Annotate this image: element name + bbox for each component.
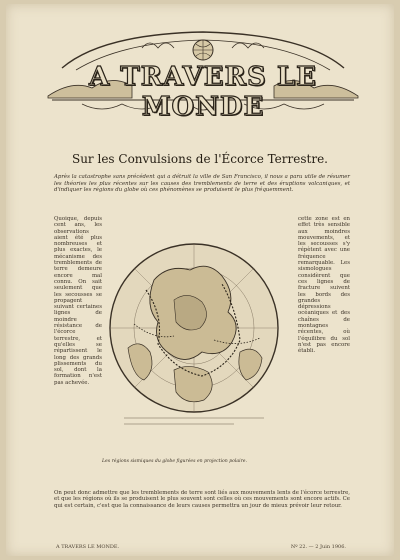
- footer-publication: A TRAVERS LE MONDE.: [56, 544, 120, 550]
- globe-map-figure: [104, 220, 284, 460]
- article-column-right: cette zone est en effet très sensible aux moindres mouvements, et les secousses s'y répètent avec une fréquence remarquable. Les sismologues considèrent que ces lignes de fracture suivent les bords des grandes dépressions océaniques et des chaînes de montagnes récentes, où l'équilibre du sol n'est pas encore établi.: [298, 216, 350, 355]
- footer-issue: Nº 22. — 2 Juin 1906.: [290, 544, 346, 550]
- masthead-banner: [42, 26, 364, 122]
- figure-caption: Les régions sismiques du globe figurées en projection polaire.: [102, 459, 247, 464]
- article-intro: Après la catastrophe sans précédent qui a détruit la ville de San Francisco, il nous a paru utile de résumer les théories les plus récentes sur les causes des tremblements de terre et des éruptions volcaniques, et d'indiquer les régions du globe où ces phénomènes se produisent le plus fréquemment.: [54, 174, 350, 194]
- globe-map-icon: [104, 220, 284, 460]
- article-bottom-text: On peut donc admettre que les tremblements de terre sont liés aux mouvements lents de l'écorce terrestre, et que les régions où ils se produisent le plus souvent sont celles où ces mouvements sont encore actifs. Ce qui est certain, c'est que la connaissance de leurs causes permettra un jour de mieux prévoir leur retour.: [54, 490, 350, 509]
- article-title: Sur les Convulsions de l'Écorce Terrestre.: [71, 152, 328, 166]
- masthead-title: A TRAVERS LE MONDE: [89, 62, 317, 122]
- magazine-page: [6, 4, 394, 556]
- article-column-left: Quoique, depuis cent ans, les observations aient été plus nombreuses et plus exactes, le mécanisme des tremblements de terre demeure encore mal connu. On sait seulement que les secousses se propagent suivant certaines lignes de moindre résistance de l'écorce terrestre, et qu'elles se répartissent le long des grands plissements du sol, dont la formation n'est pas achevée.: [54, 216, 102, 386]
